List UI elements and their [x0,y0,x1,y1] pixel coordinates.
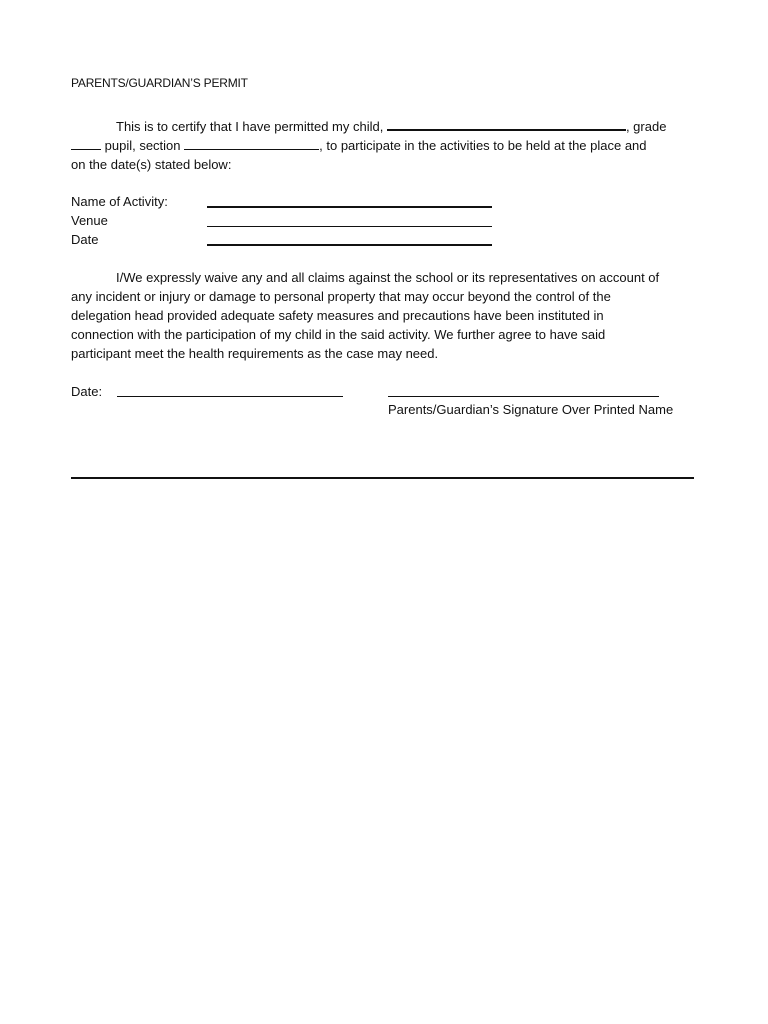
form-title: PARENTS/GUARDIAN’S PERMIT [71,76,248,90]
activity-field[interactable] [207,206,492,208]
pupil-section-text: pupil, section [104,138,181,153]
certify-line-3: on the date(s) stated below: [71,157,232,172]
participate-text: , to participate in the activities to be held at the place and [319,138,647,153]
venue-label: Venue [71,213,108,228]
waiver-line-2: any incident or injury or damage to personal property that may occur beyond the control of the [71,289,611,304]
footer-date-label: Date: [71,384,103,399]
signature-field[interactable] [388,396,659,397]
section-blank[interactable] [184,137,319,150]
waiver-line-5: participant meet the health requirements as the case may need. [71,346,439,361]
grade-text: , grade [625,119,667,134]
waiver-line-1-text: I/We expressly waive any and all claims against the school or its representatives on account of [116,270,660,285]
certify-paragraph [71,117,693,174]
date-field[interactable] [207,244,492,246]
waiver-line-1 [71,268,693,287]
cut-line-divider [71,477,694,479]
child-name-blank[interactable] [387,117,626,131]
waiver-line-3: delegation head provided adequate safety measures and precautions have been instituted in [71,308,604,323]
waiver-line-4: connection with the participation of my child in the said activity. We further agree to have said [71,327,606,342]
certify-text: This is to certify that I have permitted my child, [116,119,384,134]
date-label: Date [71,232,99,247]
activity-label: Name of Activity: [71,194,168,209]
certify-line-2 [71,136,693,155]
venue-field[interactable] [207,226,492,227]
certify-line-1 [71,117,693,136]
footer-date-field[interactable] [117,396,343,397]
signature-label: Parents/Guardian’s Signature Over Printed Name [388,402,674,417]
waiver-paragraph [71,268,693,363]
grade-blank[interactable] [71,137,101,150]
